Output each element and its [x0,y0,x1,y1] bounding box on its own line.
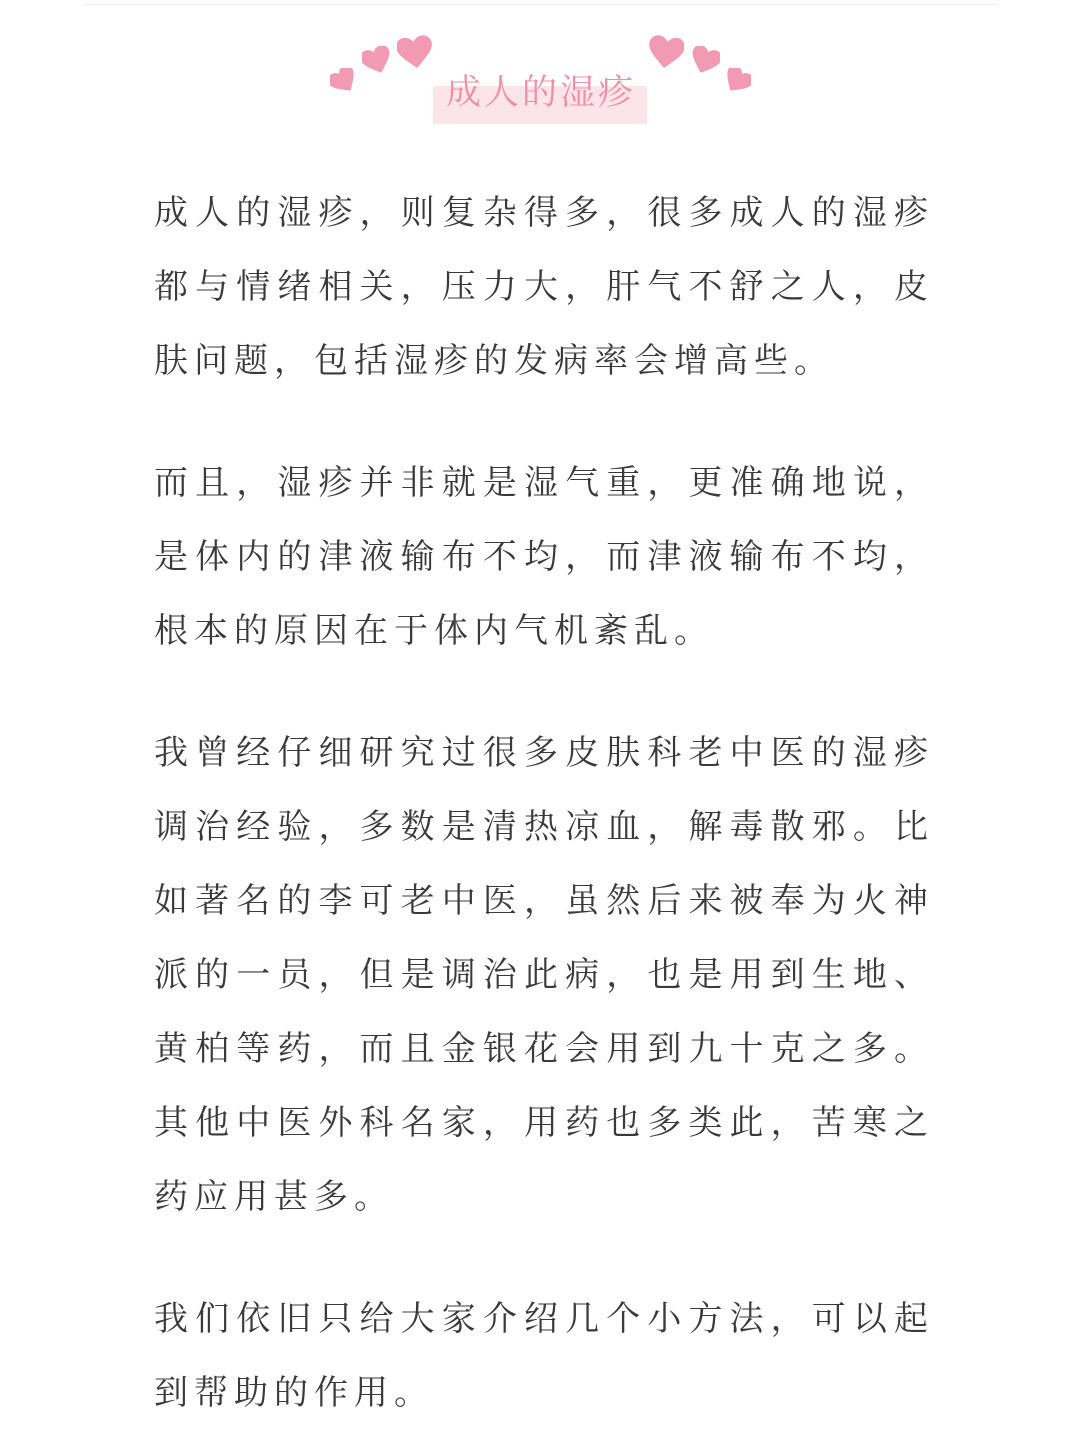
title-block [433,62,649,126]
section-heading [0,0,1080,150]
paragraph: 我们依旧只给大家介绍几个小方法，可以起到帮助的作用。 [154,1299,934,1413]
paragraph: 我曾经仔细研究过很多皮肤科老中医的湿疹调治经验，多数是清热凉血，解毒散邪。比如著名的李可老中医，虽然后来被奉为火神派的一员，但是调治此病，也是用到生地、黄柏等药，而且金银花会用到九十克之多。其他中医外科名家，用药也多类此，苦寒之药应用甚多。 [154,733,934,1217]
heart-icon [723,68,751,94]
heart-icon [362,46,392,76]
heart-icon [648,32,684,74]
heart-icon [690,46,720,76]
paragraph: 成人的湿疹，则复杂得多，很多成人的湿疹都与情绪相关，压力大，肝气不舒之人，皮肤问题，包括湿疹的发病率会增高些。 [154,193,934,381]
page-title: 成人的湿疹 [445,73,636,113]
article-body [154,176,934,1440]
heart-icon [397,32,433,74]
paragraph: 而且，湿疹并非就是湿气重，更准确地说，是体内的津液输布不均，而津液输布不均，根本的原因在于体内气机紊乱。 [154,463,934,651]
heart-icon [330,68,358,94]
